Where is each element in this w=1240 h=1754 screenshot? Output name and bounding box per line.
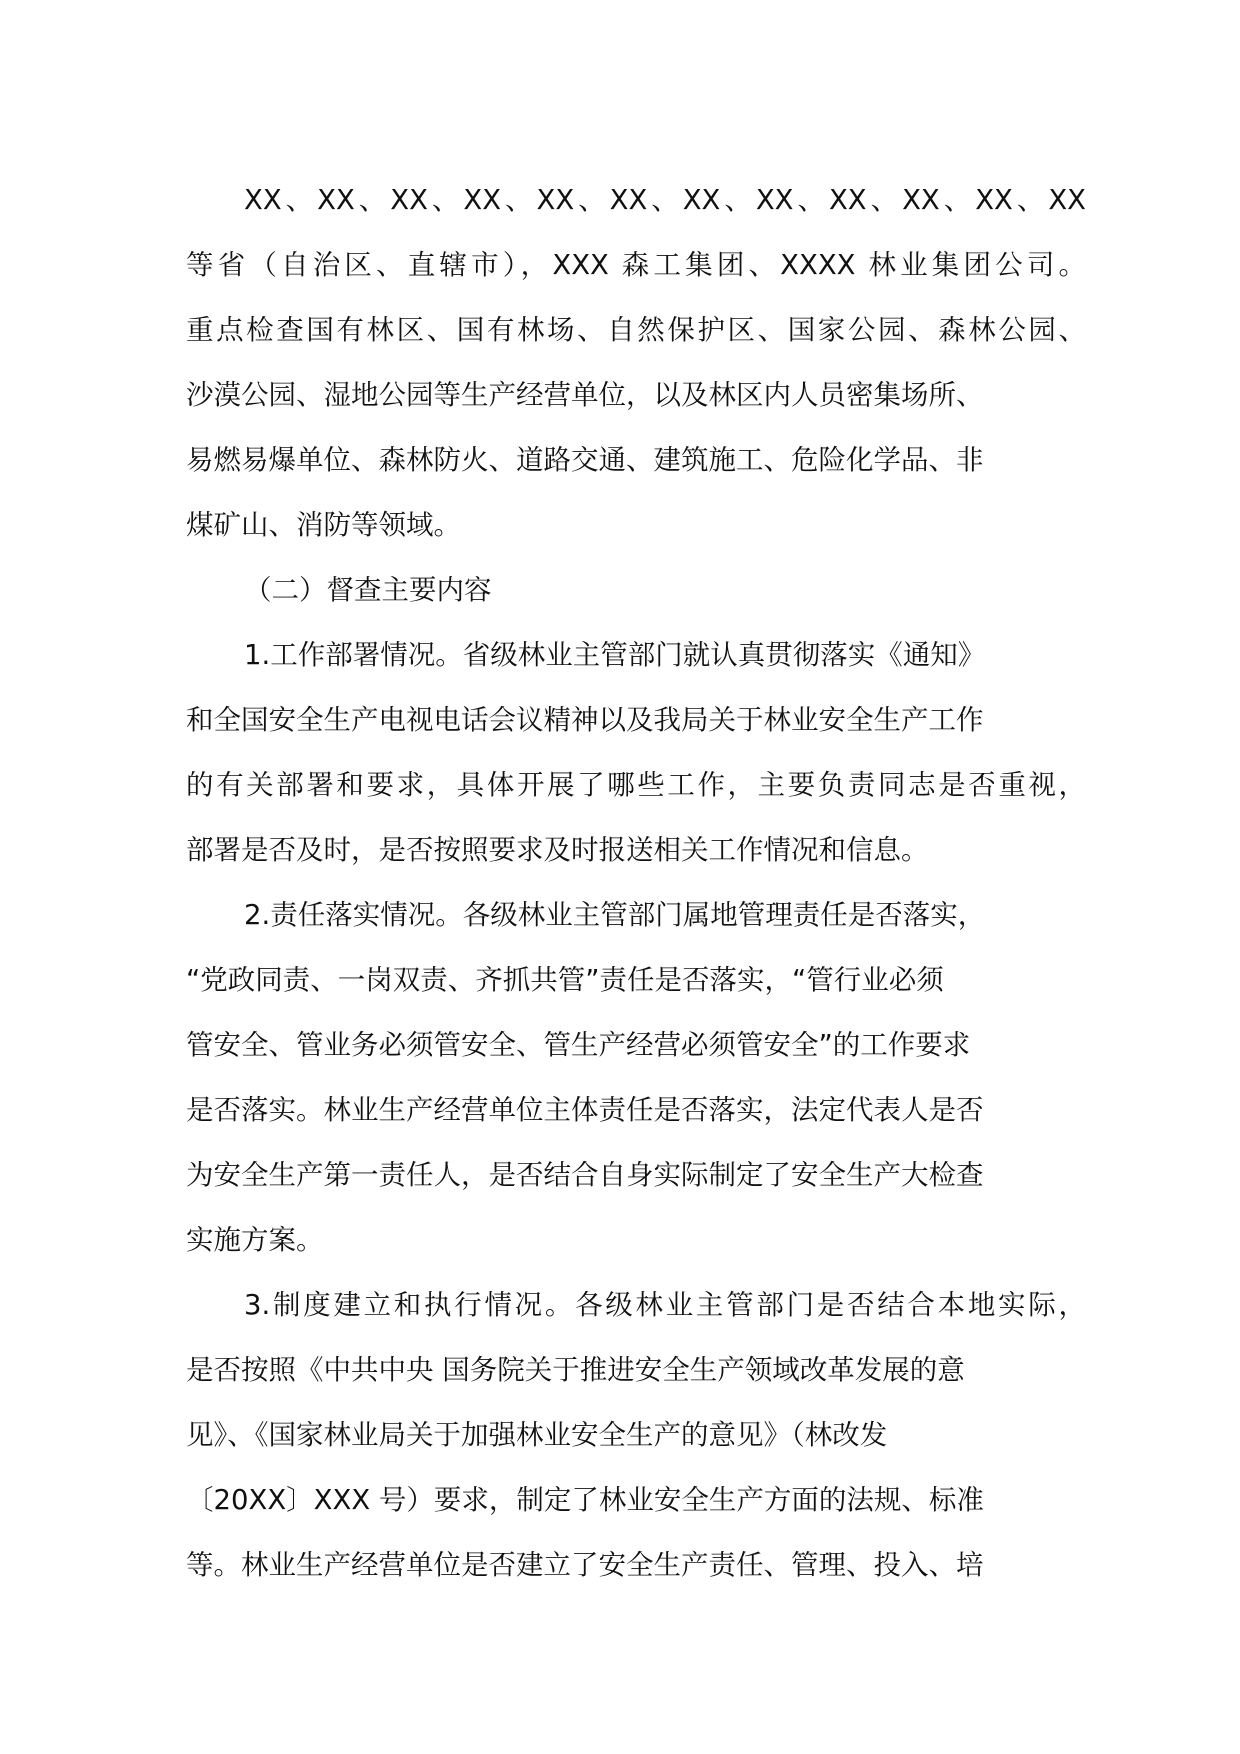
text-line: 管安全、管业务必须管安全、管生产经营必须管安全”的工作要求 (186, 1029, 971, 1061)
text-line: 煤矿山、消防等领域。 (186, 509, 461, 541)
text-line: 〔20XX〕XXX 号）要求，制定了林业安全生产方面的法规、标准 (186, 1484, 984, 1516)
text-line: 部署是否及时，是否按照要求及时报送相关工作情况和信息。 (186, 834, 929, 866)
text-line: 和全国安全生产电视电话会议精神以及我局关于林业安全生产工作 (186, 704, 984, 736)
text-line: 是否按照《中共中央 国务院关于推进安全生产领域改革发展的意 (186, 1354, 965, 1386)
text-line: 重点检查国有林区、国有林场、自然保护区、国家公园、森林公园、 (186, 314, 1086, 346)
text-line: 易燃易爆单位、森林防火、道路交通、建筑施工、危险化学品、非 (186, 444, 984, 476)
text-line: 沙漠公园、湿地公园等生产经营单位，以及林区内人员密集场所、 (186, 379, 984, 411)
text-line: 的有关部署和要求，具体开展了哪些工作，主要负责同志是否重视， (186, 769, 1086, 801)
text-line: 1.工作部署情况。省级林业主管部门就认真贯彻落实《通知》 (244, 639, 986, 671)
text-line: 实施方案。 (186, 1224, 324, 1256)
text-line: 2.责任落实情况。各级林业主管部门属地管理责任是否落实， (244, 899, 986, 931)
text-line: 等。林业生产经营单位是否建立了安全生产责任、管理、投入、培 (186, 1549, 984, 1581)
text-line: XX、XX、XX、XX、XX、XX、XX、XX、XX、XX、XX、XX (244, 184, 1086, 216)
text-line: 是否落实。林业生产经营单位主体责任是否落实，法定代表人是否 (186, 1094, 984, 1126)
section-heading: （二）督查主要内容 (244, 574, 492, 606)
text-line: 为安全生产第一责任人，是否结合自身实际制定了安全生产大检查 (186, 1159, 984, 1191)
text-line: 见》、《国家林业局关于加强林业安全生产的意见》（林改发 (186, 1419, 888, 1451)
text-line: 等省（自治区、直辖市），XXX 森工集团、XXXX 林业集团公司。 (186, 249, 1086, 281)
text-line: “党政同责、一岗双责、齐抓共管”责任是否落实，“管行业必须 (186, 964, 944, 996)
text-line: 3.制度建立和执行情况。各级林业主管部门是否结合本地实际， (244, 1289, 1086, 1321)
document-body (186, 168, 1086, 1598)
